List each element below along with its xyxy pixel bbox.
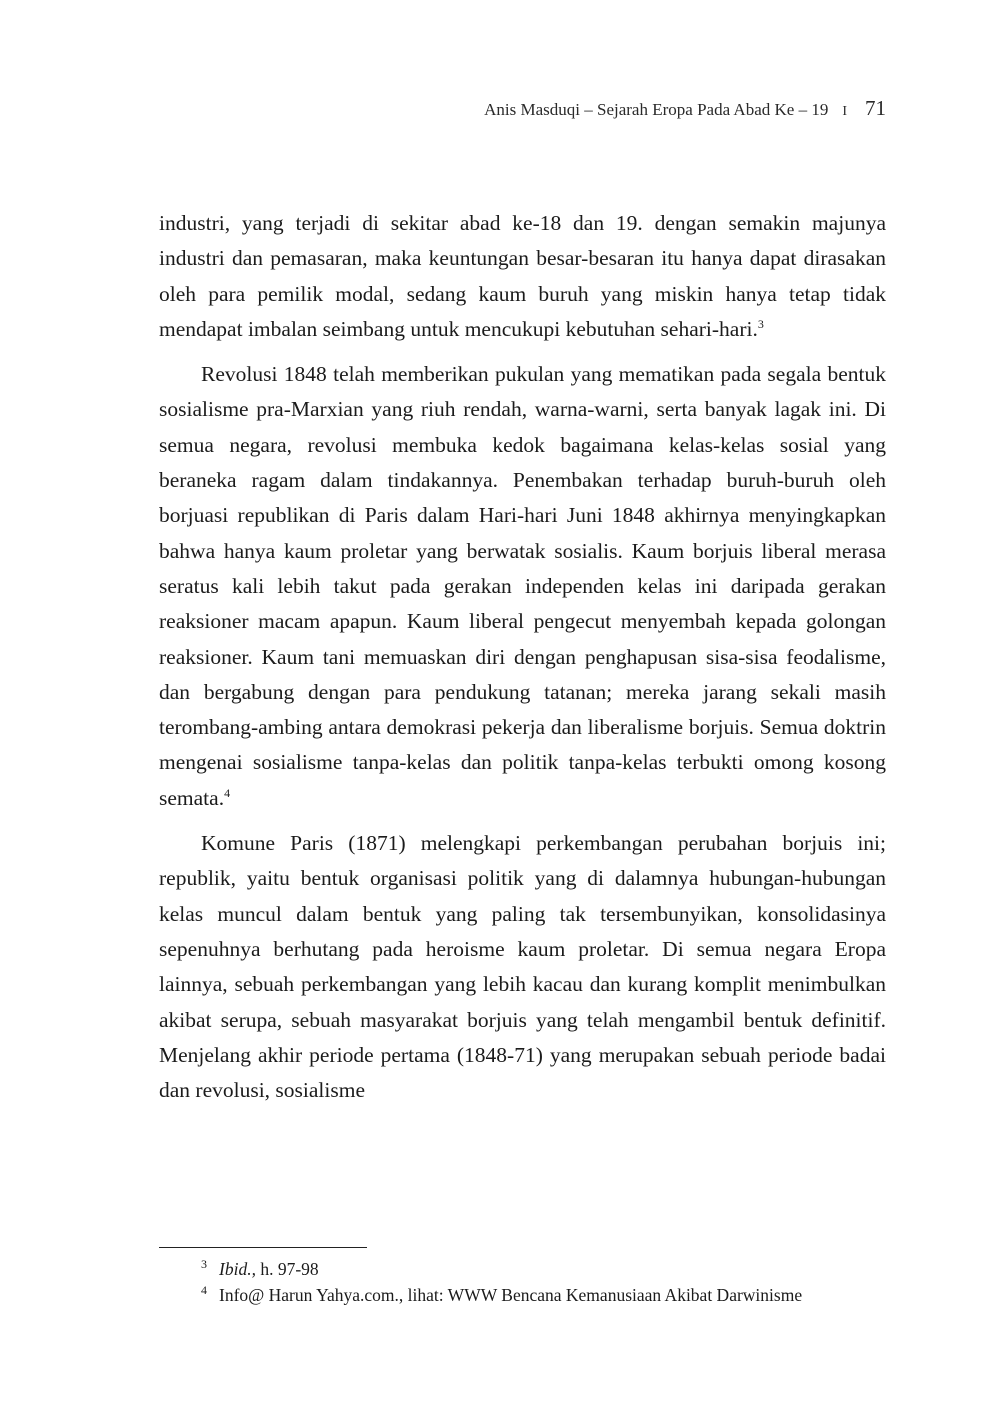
footnote-divider xyxy=(159,1247,367,1248)
footnote-body: Info@ Harun Yahya.com., lihat: WWW Bencana Kemanusiaan Akibat Darwinisme xyxy=(219,1285,803,1305)
footnote-text xyxy=(219,1282,802,1308)
footnote-mark: 4 xyxy=(201,1283,207,1297)
paragraph-text: Komune Paris (1871) melengkapi perkembangan perubahan borjuis ini; republik, yaitu bentuk organisasi politik yang di dalamnya hubungan-hubungan kelas muncul dalam bentuk yang paling tak tersembunyikan, konsolidasinya sepenuhnya berhutang pada heroisme kaum proletar. Di semua negara Eropa lainnya, sebuah perkembangan yang lebih kacau dan kurang komplit menimbulkan akibat serupa, sebuah masyarakat borjuis yang telah mengambil bentuk definitif. Menjelang akhir periode pertama (1848-71) yang merupakan sebuah periode badai dan revolusi, sosialisme xyxy=(159,831,886,1103)
running-title: Anis Masduqi – Sejarah Eropa Pada Abad Ke – 19 xyxy=(484,100,829,119)
body-text xyxy=(159,206,886,1118)
footnote-4 xyxy=(159,1282,887,1308)
paragraph-3 xyxy=(159,826,886,1108)
footnote-text xyxy=(219,1256,319,1282)
footnote-italic: Ibid., xyxy=(219,1259,256,1279)
footnote-ref-3: 3 xyxy=(757,316,764,331)
footnote-mark: 3 xyxy=(201,1257,207,1271)
paragraph-2 xyxy=(159,357,886,816)
footnote-body: h. 97-98 xyxy=(255,1259,319,1279)
running-header xyxy=(300,96,886,121)
paragraph-text: Revolusi 1848 telah memberikan pukulan yang mematikan pada segala bentuk sosialisme pra-Marxian yang riuh rendah, warna-warni, serta banyak lagak ini. Di semua negara, revolusi membuka kedok bagaimana kelas-kelas sosial yang beraneka ragam dalam tindakannya. Penembakan terhadap buruh-buruh oleh borjuasi republikan di Paris dalam Hari-hari Juni 1848 akhirnya menyingkapkan bahwa hanya kaum proletar yang berwatak sosialis. Kaum borjuis liberal merasa seratus kali lebih takut pada gerakan independen kelas ini daripada gerakan reaksioner macam apapun. Kaum liberal pengecut menyembah kepada golongan reaksioner. Kaum tani memuaskan diri dengan penghapusan sisa-sisa feodalisme, dan bergabung dengan para pendukung tatanan; mereka jarang sekali masih terombang-ambing antara demokrasi pekerja dan liberalisme borjuis. Semua doktrin mengenai sosialisme tanpa-kelas dan politik tanpa-kelas terbukti omong kosong semata. xyxy=(159,362,886,810)
footnote-3 xyxy=(159,1256,887,1282)
paragraph-text: industri, yang terjadi di sekitar abad ke-18 dan 19. dengan semakin majunya industri dan pemasaran, maka keuntungan besar-besaran itu hanya dapat dirasakan oleh para pemilik modal, sedang kaum buruh yang miskin hanya tetap tidak mendapat imbalan seimbang untuk mencukupi kebutuhan sehari-hari. xyxy=(159,211,886,341)
header-separator: I xyxy=(842,104,847,119)
page-number: 71 xyxy=(865,96,886,120)
footnote-ref-4: 4 xyxy=(224,785,231,800)
paragraph-1 xyxy=(159,206,886,347)
footnotes xyxy=(159,1256,887,1308)
